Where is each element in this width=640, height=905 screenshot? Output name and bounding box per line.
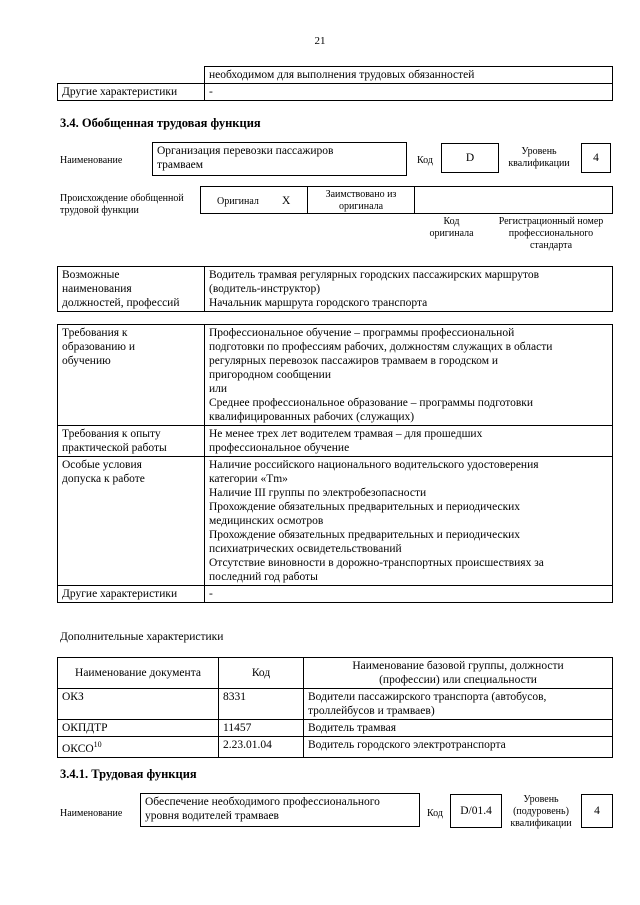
table-cell-label: Другие характеристики [58,586,205,603]
level-value-box: 4 [581,794,613,828]
page-number: 21 [314,35,326,47]
code-label: Код [427,808,443,819]
table-cell-name: Водитель трамвая [304,720,613,737]
table-cell-label: Требования к опыту практической работы [58,426,205,457]
borrowed-label: Заимствовано из оригинала [325,189,397,212]
positions-table [57,266,613,312]
subsection-title: 3.4.1. Трудовая функция [60,767,197,781]
table-cell-code: 8331 [219,689,304,720]
table-cell-value: Профессиональное обучение – программы профессиональной подготовки по профессиям рабочих, должностям служащих в области регулярных перевозок пассажиров трамваем в городском и пригородном сообщении или Среднее профессиональное образование – программы подготовки квалифицированных рабочих (служащих) [205,325,613,426]
name-label: Наименование [60,155,123,166]
code-original-label: Код оригинала [429,216,474,239]
code-label: Код [417,155,433,166]
table-cell-doc [58,737,219,758]
doc-name: ОКСО [62,742,94,755]
table-row [58,267,613,312]
table-row [58,325,613,426]
table-cell-code: 2.23.01.04 [219,737,304,758]
table-cell-value: необходимом для выполнения трудовых обязанностей [205,67,613,84]
table-row [58,586,613,603]
table-cell-label: Требования к образованию и обучению [58,325,205,426]
table-header: Наименование базовой группы, должности (профессии) или специальности [304,658,613,689]
table-cell-label [58,67,205,84]
origin-label: Происхождение обобщенной трудовой функции [60,193,184,216]
table-cell-name: Водитель городского электротранспорта [304,737,613,758]
table-cell-value: - [205,586,613,603]
name-value-box: Обеспечение необходимого профессионального уровня водителей трамваев [140,793,420,827]
table-header-row [58,658,613,689]
table-cell-code: 11457 [219,720,304,737]
table-cell-value: Водитель трамвая регулярных городских пассажирских маршрутов (водитель-инструктор) Начальник маршрута городского транспорта [205,267,613,312]
level-label: Уровень квалификации [508,146,570,169]
table-cell-label: Другие характеристики [58,84,205,101]
top-table [57,66,613,101]
table-header: Наименование документа [58,658,219,689]
original-label: Оригинал [217,196,259,207]
section-title: 3.4. Обобщенная трудовая функция [60,116,261,130]
table-cell-doc: ОКЗ [58,689,219,720]
table-cell-value: Не менее трех лет водителем трамвая – для прошедших профессиональное обучение [205,426,613,457]
divider [414,186,415,214]
table-row [58,737,613,758]
table-row [58,67,613,84]
table-header: Код [219,658,304,689]
table-row [58,457,613,586]
code-value-box: D [441,143,499,173]
table-cell-name: Водители пассажирского транспорта (автобусов, троллейбусов и трамваев) [304,689,613,720]
table-row [58,84,613,101]
table-row [58,720,613,737]
table-cell-label: Особые условия допуска к работе [58,457,205,586]
level-value-box: 4 [581,143,611,173]
requirements-table [57,324,613,603]
table-cell-value: - [205,84,613,101]
table-row [58,426,613,457]
footnote-ref: 10 [93,740,102,749]
code-value-box: D/01.4 [450,794,502,828]
original-mark: X [282,195,291,207]
level-label: Уровень (подуровень) квалификации [510,794,572,829]
name-label: Наименование [60,808,123,819]
reg-number-label: Регистрационный номер профессионального стандарта [498,216,604,251]
additional-title: Дополнительные характеристики [60,631,224,643]
table-row [58,689,613,720]
divider [307,186,308,214]
table-cell-label: Возможные наименования должностей, профессий [58,267,205,312]
table-cell-doc: ОКПДТР [58,720,219,737]
table-cell-value: Наличие российского национального водительского удостоверения категории «Tm» Наличие III группы по электробезопасности Прохождение обязательных предварительных и периодических медицинских осмотров Прохождение обязательных предварительных и периодических психиатрических освидетельствований Отсутствие виновности в дорожно-транспортных происшествиях за последний год работы [205,457,613,586]
name-value-box: Организация перевозки пассажиров трамваем [152,142,407,176]
additional-table [57,657,613,758]
